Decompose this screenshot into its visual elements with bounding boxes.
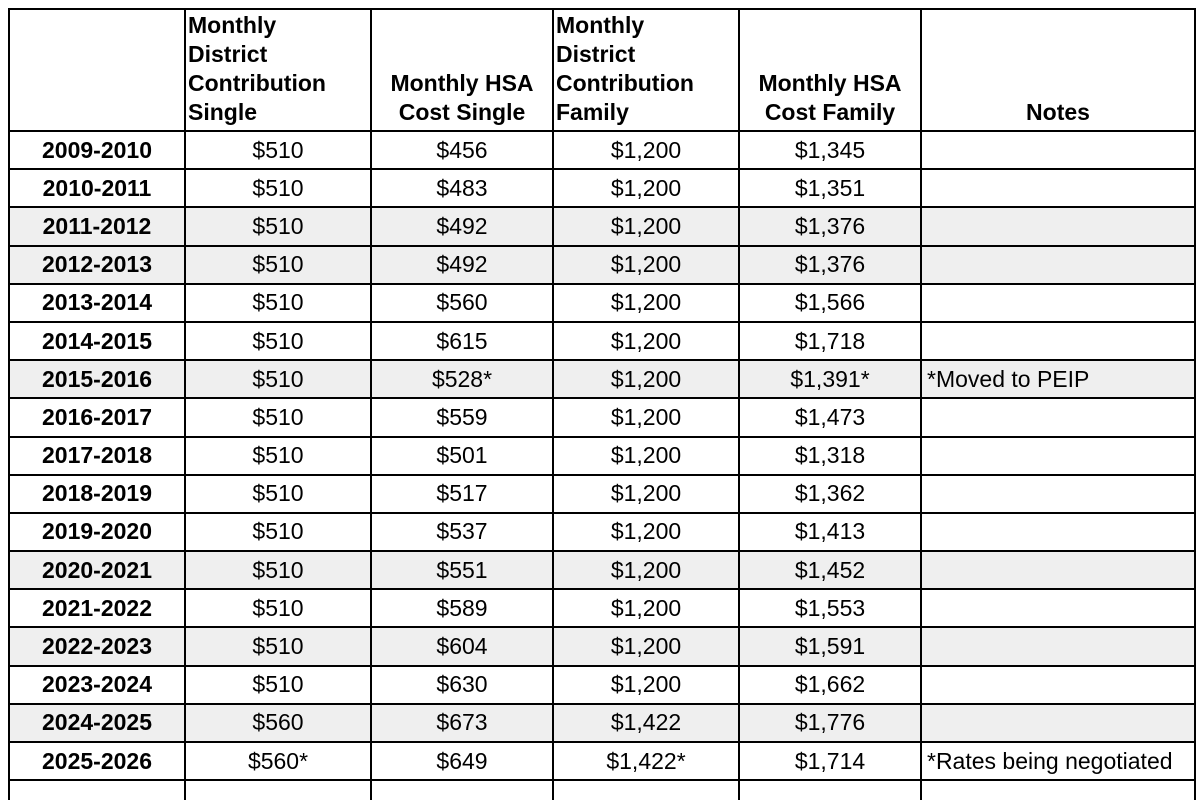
header-hsa-single-line: Monthly HSA	[390, 70, 534, 96]
table-row	[9, 551, 1195, 589]
header-notes	[921, 9, 1195, 131]
header-hsa-family-line: Monthly HSA	[758, 70, 902, 96]
header-district-family-line: Contribution	[556, 70, 694, 96]
hsa-single-cell: $630	[371, 666, 553, 704]
table-row	[9, 513, 1195, 551]
year-cell: 2024-2025	[9, 704, 185, 742]
district-family-cell: $1,200	[553, 131, 739, 169]
table-row	[9, 437, 1195, 475]
district-single-cell: $510	[185, 475, 371, 513]
year-cell: 2023-2024	[9, 666, 185, 704]
header-district-family-line: Monthly	[556, 12, 645, 38]
note-cell	[921, 551, 1195, 589]
header-district-single-line: District	[188, 41, 268, 67]
hsa-family-cell: $1,345	[739, 131, 921, 169]
header-district-family	[553, 9, 739, 131]
note-cell	[921, 513, 1195, 551]
year-cell: 2022-2023	[9, 627, 185, 665]
hsa-family-cell: $1,413	[739, 513, 921, 551]
district-single-cell: $510	[185, 551, 371, 589]
district-single-cell: $510	[185, 131, 371, 169]
hsa-cost-table	[8, 8, 1196, 800]
hsa-single-cell: $492	[371, 207, 553, 245]
table-row	[9, 207, 1195, 245]
hsa-family-cell: $1,776	[739, 704, 921, 742]
district-single-cell: $510	[185, 360, 371, 398]
note-cell	[921, 437, 1195, 475]
hsa-family-cell: $1,566	[739, 284, 921, 322]
hsa-family-cell: $1,376	[739, 246, 921, 284]
hsa-single-cell: $456	[371, 131, 553, 169]
district-family-cell: $1,200	[553, 169, 739, 207]
hsa-family-cell: $1,351	[739, 169, 921, 207]
note-cell	[921, 284, 1195, 322]
hsa-family-cell: $1,318	[739, 437, 921, 475]
note-cell	[921, 627, 1195, 665]
district-single-cell: $510	[185, 398, 371, 436]
header-hsa-family	[739, 9, 921, 131]
year-cell: 2009-2010	[9, 131, 185, 169]
header-district-family-line: Family	[556, 99, 629, 125]
note-cell	[921, 398, 1195, 436]
year-cell: 2019-2020	[9, 513, 185, 551]
hsa-single-cell: $517	[371, 475, 553, 513]
table-row	[9, 398, 1195, 436]
header-year	[9, 9, 185, 131]
empty-cell	[9, 780, 185, 800]
district-single-cell: $560	[185, 704, 371, 742]
district-family-cell: $1,200	[553, 284, 739, 322]
hsa-single-cell: $649	[371, 742, 553, 780]
district-family-cell: $1,200	[553, 360, 739, 398]
hsa-single-cell: $673	[371, 704, 553, 742]
district-single-cell: $510	[185, 284, 371, 322]
year-cell: 2012-2013	[9, 246, 185, 284]
header-district-single	[185, 9, 371, 131]
district-single-cell: $510	[185, 666, 371, 704]
district-single-cell: $510	[185, 322, 371, 360]
year-cell: 2025-2026	[9, 742, 185, 780]
table-row	[9, 666, 1195, 704]
table-row	[9, 322, 1195, 360]
note-cell	[921, 246, 1195, 284]
table-row	[9, 589, 1195, 627]
year-cell: 2015-2016	[9, 360, 185, 398]
district-family-cell: $1,200	[553, 207, 739, 245]
note-cell	[921, 322, 1195, 360]
district-single-cell: $510	[185, 627, 371, 665]
district-family-cell: $1,422*	[553, 742, 739, 780]
header-district-single-line: Contribution	[188, 70, 326, 96]
empty-cell	[553, 780, 739, 800]
note-cell	[921, 704, 1195, 742]
district-family-cell: $1,200	[553, 627, 739, 665]
hsa-single-cell: $615	[371, 322, 553, 360]
district-single-cell: $510	[185, 589, 371, 627]
hsa-family-cell: $1,662	[739, 666, 921, 704]
district-family-cell: $1,200	[553, 666, 739, 704]
empty-cell	[921, 780, 1195, 800]
hsa-family-cell: $1,714	[739, 742, 921, 780]
table-row	[9, 131, 1195, 169]
table-row	[9, 169, 1195, 207]
header-district-single-line: Single	[188, 99, 258, 125]
hsa-family-cell: $1,362	[739, 475, 921, 513]
table-row-partial	[9, 780, 1195, 800]
hsa-single-cell: $559	[371, 398, 553, 436]
hsa-single-cell: $537	[371, 513, 553, 551]
table-row	[9, 742, 1195, 780]
header-district-single-line: Monthly	[188, 12, 277, 38]
district-family-cell: $1,200	[553, 475, 739, 513]
table-row	[9, 475, 1195, 513]
hsa-family-cell: $1,452	[739, 551, 921, 589]
table-row	[9, 284, 1195, 322]
hsa-single-cell: $501	[371, 437, 553, 475]
table-row	[9, 704, 1195, 742]
note-cell	[921, 207, 1195, 245]
hsa-family-cell: $1,391*	[739, 360, 921, 398]
empty-cell	[739, 780, 921, 800]
hsa-single-cell: $551	[371, 551, 553, 589]
note-cell: *Rates being negotiated	[921, 742, 1195, 780]
district-single-cell: $510	[185, 437, 371, 475]
hsa-single-cell: $560	[371, 284, 553, 322]
hsa-family-cell: $1,553	[739, 589, 921, 627]
year-cell: 2018-2019	[9, 475, 185, 513]
note-cell	[921, 666, 1195, 704]
year-cell: 2010-2011	[9, 169, 185, 207]
district-family-cell: $1,200	[553, 513, 739, 551]
note-cell	[921, 169, 1195, 207]
district-family-cell: $1,200	[553, 398, 739, 436]
hsa-single-cell: $528*	[371, 360, 553, 398]
empty-cell	[185, 780, 371, 800]
district-family-cell: $1,200	[553, 437, 739, 475]
year-cell: 2021-2022	[9, 589, 185, 627]
district-family-cell: $1,200	[553, 322, 739, 360]
year-cell: 2016-2017	[9, 398, 185, 436]
district-single-cell: $510	[185, 246, 371, 284]
district-single-cell: $510	[185, 169, 371, 207]
header-row	[9, 9, 1195, 131]
note-cell: *Moved to PEIP	[921, 360, 1195, 398]
table-body	[9, 131, 1195, 800]
district-family-cell: $1,200	[553, 551, 739, 589]
hsa-single-cell: $483	[371, 169, 553, 207]
hsa-single-cell: $589	[371, 589, 553, 627]
header-hsa-single	[371, 9, 553, 131]
header-notes-line: Notes	[1026, 99, 1090, 125]
district-single-cell: $510	[185, 207, 371, 245]
table-row	[9, 627, 1195, 665]
note-cell	[921, 131, 1195, 169]
hsa-family-cell: $1,591	[739, 627, 921, 665]
note-cell	[921, 589, 1195, 627]
district-single-cell: $510	[185, 513, 371, 551]
hsa-single-cell: $492	[371, 246, 553, 284]
header-hsa-family-line: Cost Family	[764, 99, 896, 125]
district-family-cell: $1,200	[553, 246, 739, 284]
district-family-cell: $1,200	[553, 589, 739, 627]
year-cell: 2014-2015	[9, 322, 185, 360]
header-hsa-single-line: Cost Single	[398, 99, 526, 125]
hsa-family-cell: $1,376	[739, 207, 921, 245]
hsa-family-cell: $1,718	[739, 322, 921, 360]
hsa-single-cell: $604	[371, 627, 553, 665]
year-cell: 2011-2012	[9, 207, 185, 245]
note-cell	[921, 475, 1195, 513]
empty-cell	[371, 780, 553, 800]
year-cell: 2017-2018	[9, 437, 185, 475]
year-cell: 2013-2014	[9, 284, 185, 322]
district-family-cell: $1,422	[553, 704, 739, 742]
table-row	[9, 246, 1195, 284]
district-single-cell: $560*	[185, 742, 371, 780]
table-row	[9, 360, 1195, 398]
hsa-family-cell: $1,473	[739, 398, 921, 436]
header-district-family-line: District	[556, 41, 636, 67]
year-cell: 2020-2021	[9, 551, 185, 589]
